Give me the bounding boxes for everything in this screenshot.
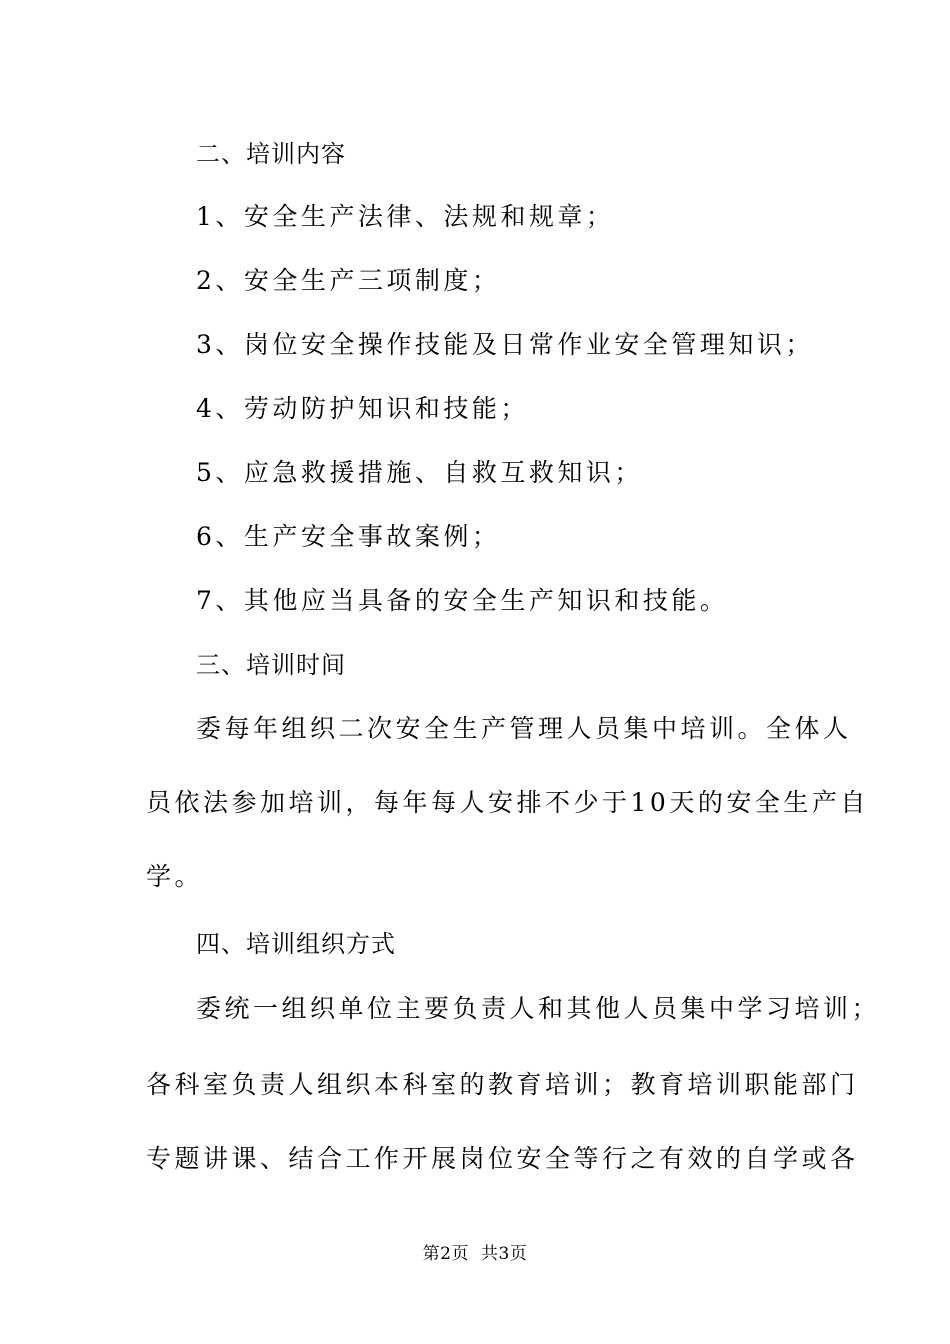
page-footer	[0, 1242, 950, 1266]
section-heading-organization: 四、培训组织方式	[196, 930, 396, 958]
paragraph-line: 员依法参加培训，每年每人安排不少于10天的安全生产自	[146, 788, 869, 817]
list-item: 1、安全生产法律、法规和规章；	[196, 202, 615, 231]
paragraph-line: 各科室负责人组织本科室的教育培训；教育培训职能部门	[146, 1070, 859, 1099]
list-item: 4、劳动防护知识和技能；	[196, 394, 529, 423]
list-item: 2、安全生产三项制度；	[196, 266, 501, 295]
section-heading-content: 二、培训内容	[196, 140, 346, 168]
list-item: 5、应急救援措施、自救互救知识；	[196, 458, 643, 487]
paragraph-line: 委统一组织单位主要负责人和其他人员集中学习培训；	[196, 994, 881, 1023]
list-item: 7、其他应当具备的安全生产知识和技能。	[196, 586, 729, 615]
list-item: 6、生产安全事故案例；	[196, 522, 501, 551]
paragraph-line: 专题讲课、结合工作开展岗位安全等行之有效的自学或各	[146, 1144, 859, 1173]
list-item: 3、岗位安全操作技能及日常作业安全管理知识；	[196, 330, 814, 359]
page-number-total: 共3页	[481, 1244, 528, 1264]
paragraph-line: 委每年组织二次安全生产管理人员集中培训。全体人	[196, 714, 852, 743]
section-heading-time: 三、培训时间	[196, 651, 346, 679]
paragraph-line: 学。	[146, 862, 204, 891]
page-number-current: 第2页	[422, 1244, 469, 1264]
